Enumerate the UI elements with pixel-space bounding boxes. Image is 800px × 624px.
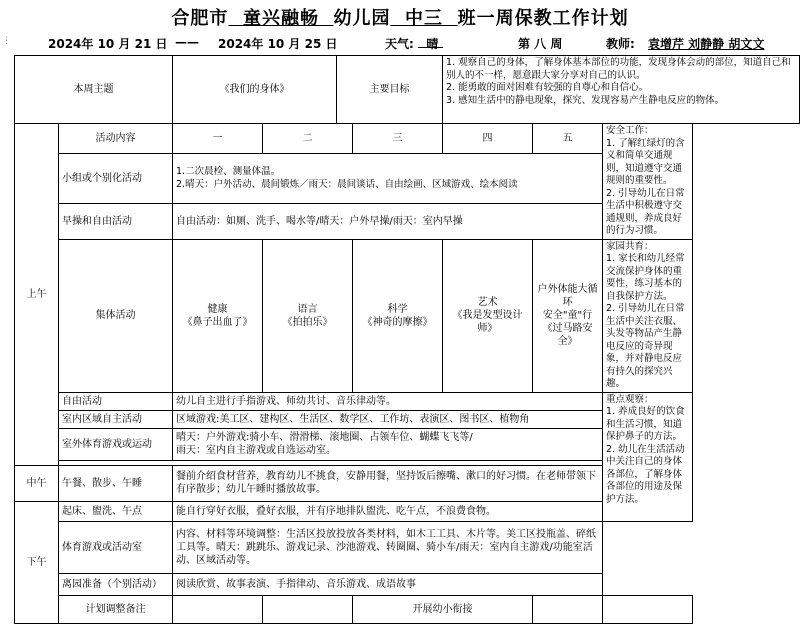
collective-name: 《拍拍乐》 (282, 316, 333, 328)
outdoor-sport-value (173, 428, 603, 460)
pe-value: 内容、材料等环境调整：生活区投放投放各类材料，如木工工具、木片等。美工区投瓶盖、碎纸工具等。晴天：跳跳乐、游戏记录、沙池游戏、转圈圈、骑小车/雨天：室内自主游戏/功能室活动、区域活动等。 (173, 521, 603, 573)
period-afternoon: 下午 (15, 501, 59, 623)
collective-subject: 健康 (207, 303, 228, 315)
collective-subject: 语言 (297, 303, 318, 315)
lunch-value: 餐前介绍食材营养，教育幼儿不挑食，安静用餐，坚持饭后擦嘴、漱口的好习惯。在老师带领下有序散步；幼儿午睡时播放故事。 (173, 465, 603, 501)
activity-header-label: 活动内容 (59, 124, 173, 154)
goal-item: 2. 能勇敢的面对困难有较强的自尊心和自信心。 (446, 82, 649, 93)
family-item: 2. 引导幼儿在日常生活中关注衣服、头发等物品产生静电反应的奇异现象，并对静电反应有持久的探究兴趣。 (606, 303, 685, 389)
period-morning: 上午 (15, 124, 59, 466)
day-header: 一 (173, 124, 263, 154)
safety-panel (603, 124, 693, 240)
safety-item: 2. 引导幼儿在日常生活中积极遵守交通规则，养成良好的行为习惯。 (606, 187, 685, 236)
observe-item: 1. 养成良好的饮食和生活习惯，知道保护鼻子的方法。 (606, 406, 685, 442)
indoor-area-label: 室内区域自主活动 (59, 410, 173, 428)
wake-value: 能自行穿好衣服，叠好衣服，并有序地排队盥洗、吃午点，不浪费食物。 (173, 501, 603, 521)
weekly-theme-value: 《我们的身体》 (173, 56, 337, 124)
group-line: 1.二次晨检、测量体温。 (176, 166, 281, 178)
safety-title: 安全工作： (606, 125, 654, 136)
group-activity-label: 小组或个别化活动 (59, 153, 173, 203)
collective-name: 《我是发型设计师》 (452, 310, 523, 334)
outdoor-line: 雨天：室内自主游戏或自选运动室。 (176, 445, 336, 456)
family-panel (603, 239, 693, 392)
collective-cell (443, 239, 533, 392)
pe-label: 体育游戏或活动室 (59, 521, 173, 573)
collective-cell (353, 239, 443, 392)
goal-item: 3. 感知生活中的静电现象，探究、发现容易产生静电反应的物体。 (446, 94, 725, 106)
adjust-label: 计划调整备注 (59, 595, 173, 623)
weather-label: 天气: (385, 37, 414, 51)
collective-cell (263, 239, 353, 392)
collective-name: 《神奇的摩擦》 (362, 316, 433, 328)
weekly-plan-table (14, 55, 800, 624)
weather-value (418, 35, 443, 49)
adjust-empty[interactable] (533, 595, 603, 623)
weekly-theme-label: 本周主题 (15, 56, 173, 124)
leave-label: 离园准备（个别活动） (59, 573, 173, 595)
day-header: 二 (263, 124, 353, 154)
collective-name: 《鼻子出血了》 (182, 316, 253, 328)
group-activity-value (173, 153, 603, 203)
day-header: 四 (443, 124, 533, 154)
plan-title (0, 4, 800, 30)
indoor-area-value: 区域游戏:美工区、建构区、生活区、数学区、工作坊、表演区、图书区、植物角 (173, 410, 603, 428)
lunch-label: 午餐、散步、午睡 (59, 465, 173, 501)
wake-label: 起床、盥洗、午点 (59, 501, 173, 521)
school-name: 童兴融畅 (242, 8, 319, 29)
outdoor-line: 晴天：户外游戏:骑小车、滑滑梯、滚地圈、占领车位、蝴蝶飞飞等/ (176, 432, 473, 443)
free-activity-label: 自由活动 (59, 392, 173, 410)
leave-value: 阅读欣赏、故事表演、手指律动、音乐游戏、成语故事 (173, 573, 603, 595)
family-title: 家园共育： (606, 240, 654, 252)
week-label: 第 八 周 (518, 37, 563, 51)
period-noon: 中午 (15, 465, 59, 501)
meta-row (0, 35, 800, 53)
teacher-value: 袁增芹 刘静静 胡文文 (648, 37, 765, 51)
adjust-empty[interactable] (173, 595, 263, 623)
collective-cell (173, 239, 263, 392)
collective-subject: 科学 (387, 303, 408, 315)
class-name: 中三 (405, 8, 444, 29)
goals-cell (443, 56, 800, 124)
safety-item: 1. 了解红绿灯的含义和简单交通规则，知道遵守交通规则的重要性。 (606, 137, 685, 186)
adjust-empty[interactable] (263, 595, 353, 623)
observe-panel (603, 392, 693, 521)
drag-handle-icon[interactable]: ⋮ (2, 36, 11, 46)
day-header: 五 (533, 124, 603, 154)
goal-label: 主要目标 (337, 56, 443, 124)
early-exercise-label: 早操和自由活动 (59, 204, 173, 239)
family-item: 1. 家长和幼儿经常交流保护身体的重要性，练习基本的自我保护方法。 (606, 253, 685, 302)
school-type: 幼儿园 (333, 8, 391, 29)
weather-text: 晴 (426, 37, 439, 51)
goal-item: 1. 观察自己的身体，了解身体基本部位的功能，发现身体会动的部位，知道自己和别人的不一样，愿意跟大家分享对自己的认识。 (446, 57, 791, 81)
adjust-empty[interactable] (603, 595, 693, 623)
city-name: 合肥市 (171, 8, 229, 29)
observe-item: 2. 幼儿在生活活动中关注自己的身体各部位，了解身体各部位的用途及保护方法。 (606, 443, 685, 505)
date-separator: —— (175, 35, 199, 49)
title-suffix: 班一周保教工作计划 (457, 8, 629, 29)
collective-subject: 户外体能大循环 (537, 284, 598, 308)
teacher-label: 教师: (606, 37, 635, 51)
empty-cell (693, 595, 800, 623)
outdoor-sport-label: 室外体育游戏或运动 (59, 428, 173, 460)
date-end: 2024年 10 月 25 日 (218, 37, 338, 51)
free-activity-value: 幼儿自主进行手指游戏、师幼共讨、音乐律动等。 (173, 392, 603, 410)
collective-cell (533, 239, 603, 392)
adjust-value: 开展幼小衔接 (353, 595, 533, 623)
collective-subject: 艺术 (477, 297, 498, 308)
group-line: 2.晴天：户外活动、晨间锻炼／雨天：晨间谈话、自由绘画、区域游戏、绘本阅读 (176, 178, 518, 190)
date-start: 2024年 10 月 21 日 (48, 37, 168, 51)
early-exercise-value: 自由活动：如厕、洗手、喝水等/晴天：户外早操/雨天：室内早操 (173, 204, 603, 239)
empty-cell (603, 573, 693, 595)
observe-title: 重点观察： (606, 393, 654, 405)
collective-name: 安全"童"行《过马路安全》 (542, 310, 593, 347)
day-header: 三 (353, 124, 443, 154)
collective-activity-label: 集体活动 (59, 239, 173, 392)
